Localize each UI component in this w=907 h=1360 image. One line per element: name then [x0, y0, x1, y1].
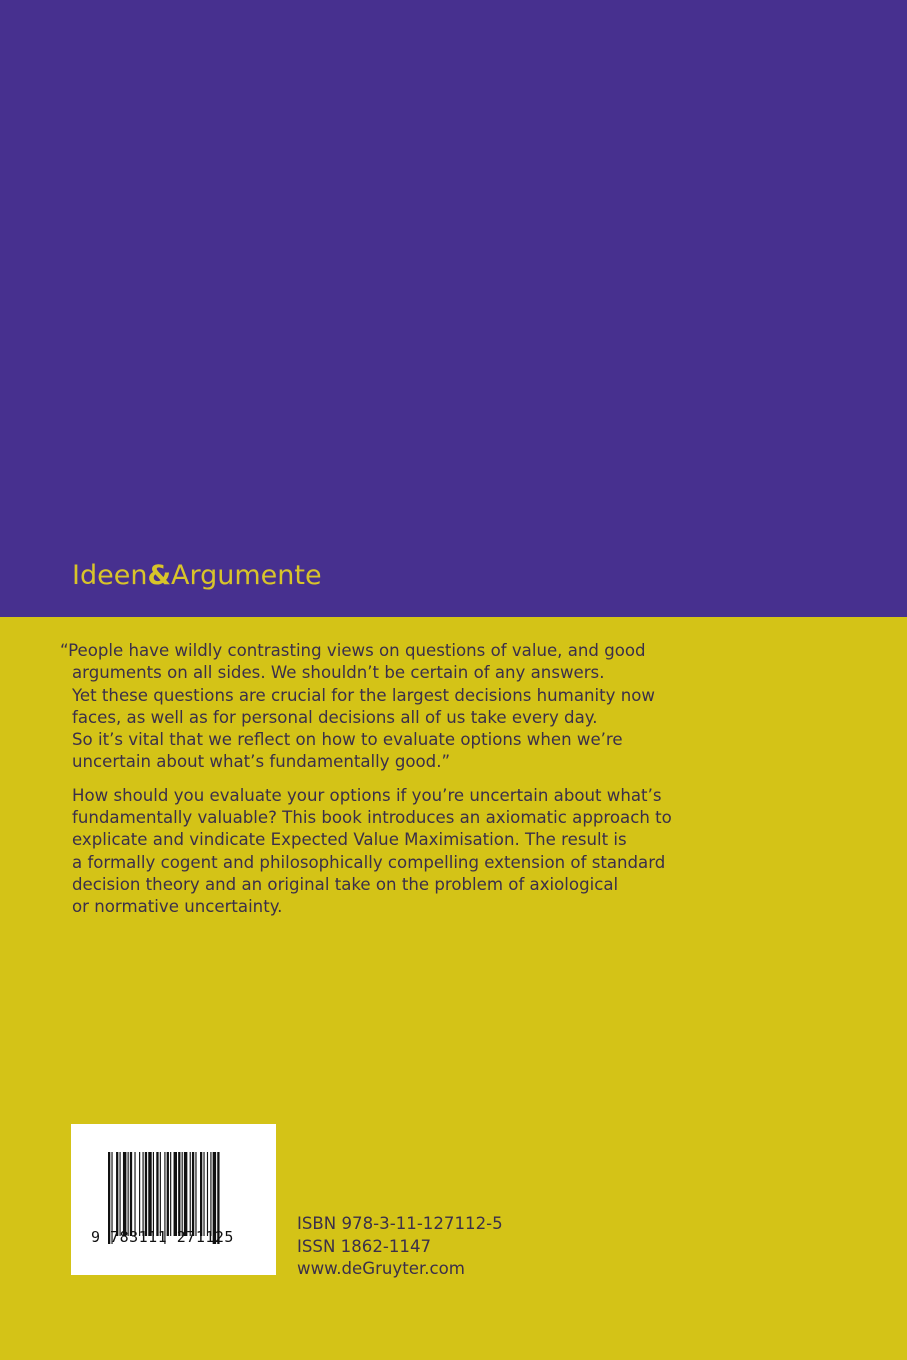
barcode-bar	[184, 1152, 187, 1236]
barcode-bar	[192, 1152, 194, 1236]
barcode-bar	[123, 1152, 126, 1236]
series-title-ampersand: &	[147, 560, 171, 591]
barcode-bar	[130, 1152, 132, 1236]
barcode-bar	[160, 1152, 161, 1236]
isbn-text: ISBN 978-3-11-127112-5	[297, 1214, 503, 1233]
barcode-bar	[190, 1152, 191, 1236]
description-line: How should you evaluate your options if you’re uncertain about what’s	[72, 785, 662, 805]
description-line: fundamentally valuable? This book introduces an axiomatic approach to	[72, 808, 672, 828]
description-line: decision theory and an original take on the problem of axiological	[72, 874, 619, 894]
barcode-bar	[128, 1152, 129, 1236]
barcode-bar	[156, 1152, 158, 1236]
barcode-bar	[145, 1152, 147, 1236]
publisher-website: www.deGruyter.com	[297, 1259, 465, 1278]
publication-info	[297, 1213, 503, 1281]
barcode-bar	[167, 1152, 169, 1236]
quote-line: “People have wildly contrasting views on questions of value, and good	[60, 641, 646, 660]
barcode-bar	[153, 1152, 154, 1236]
description-line: explicate and vindicate Expected Value Maximisation. The result is	[72, 830, 627, 850]
barcode-bar	[139, 1152, 140, 1236]
top-color-panel	[0, 0, 907, 617]
barcode-box	[71, 1124, 276, 1275]
barcode-bar	[195, 1152, 196, 1236]
quote-line: So it’s vital that we reflect on how to evaluate options when we’re	[72, 730, 623, 750]
barcode-bar	[134, 1152, 135, 1236]
barcode-bar	[143, 1152, 144, 1236]
series-title-part2: Argumente	[170, 560, 322, 591]
series-title-part1: Ideen	[72, 560, 148, 591]
quote-line: uncertain about what’s fundamentally good.”	[72, 752, 451, 772]
barcode-bar	[174, 1152, 177, 1236]
barcode-bar	[203, 1152, 204, 1236]
issn-text: ISSN 1862-1147	[297, 1236, 432, 1256]
barcode-bar	[120, 1152, 121, 1236]
barcode-bar	[116, 1152, 118, 1236]
paragraph-gap	[60, 774, 760, 785]
quote-line: Yet these questions are crucial for the largest decisions humanity now	[72, 685, 655, 705]
barcode-bar	[200, 1152, 202, 1236]
quote-line: faces, as well as for personal decisions all of us take every day.	[72, 707, 598, 727]
book-description	[60, 785, 760, 919]
barcode-bar	[207, 1152, 208, 1236]
barcode-bar	[182, 1152, 183, 1236]
barcode-digits: 9 783111 271125	[91, 1228, 234, 1246]
barcode-bar	[148, 1152, 151, 1236]
barcode-bar	[210, 1152, 211, 1236]
description-line: a formally cogent and philosophically compelling extension of standard	[72, 852, 666, 872]
description-line: or normative uncertainty.	[72, 897, 283, 917]
barcode-graphic	[71, 1124, 276, 1275]
endorsement-quote	[60, 640, 760, 774]
barcode-bar	[178, 1152, 180, 1236]
quote-line: arguments on all sides. We shouldn’t be certain of any answers.	[72, 663, 605, 683]
series-title	[72, 560, 322, 591]
barcode-bar	[170, 1152, 171, 1236]
back-cover-text	[60, 640, 760, 919]
